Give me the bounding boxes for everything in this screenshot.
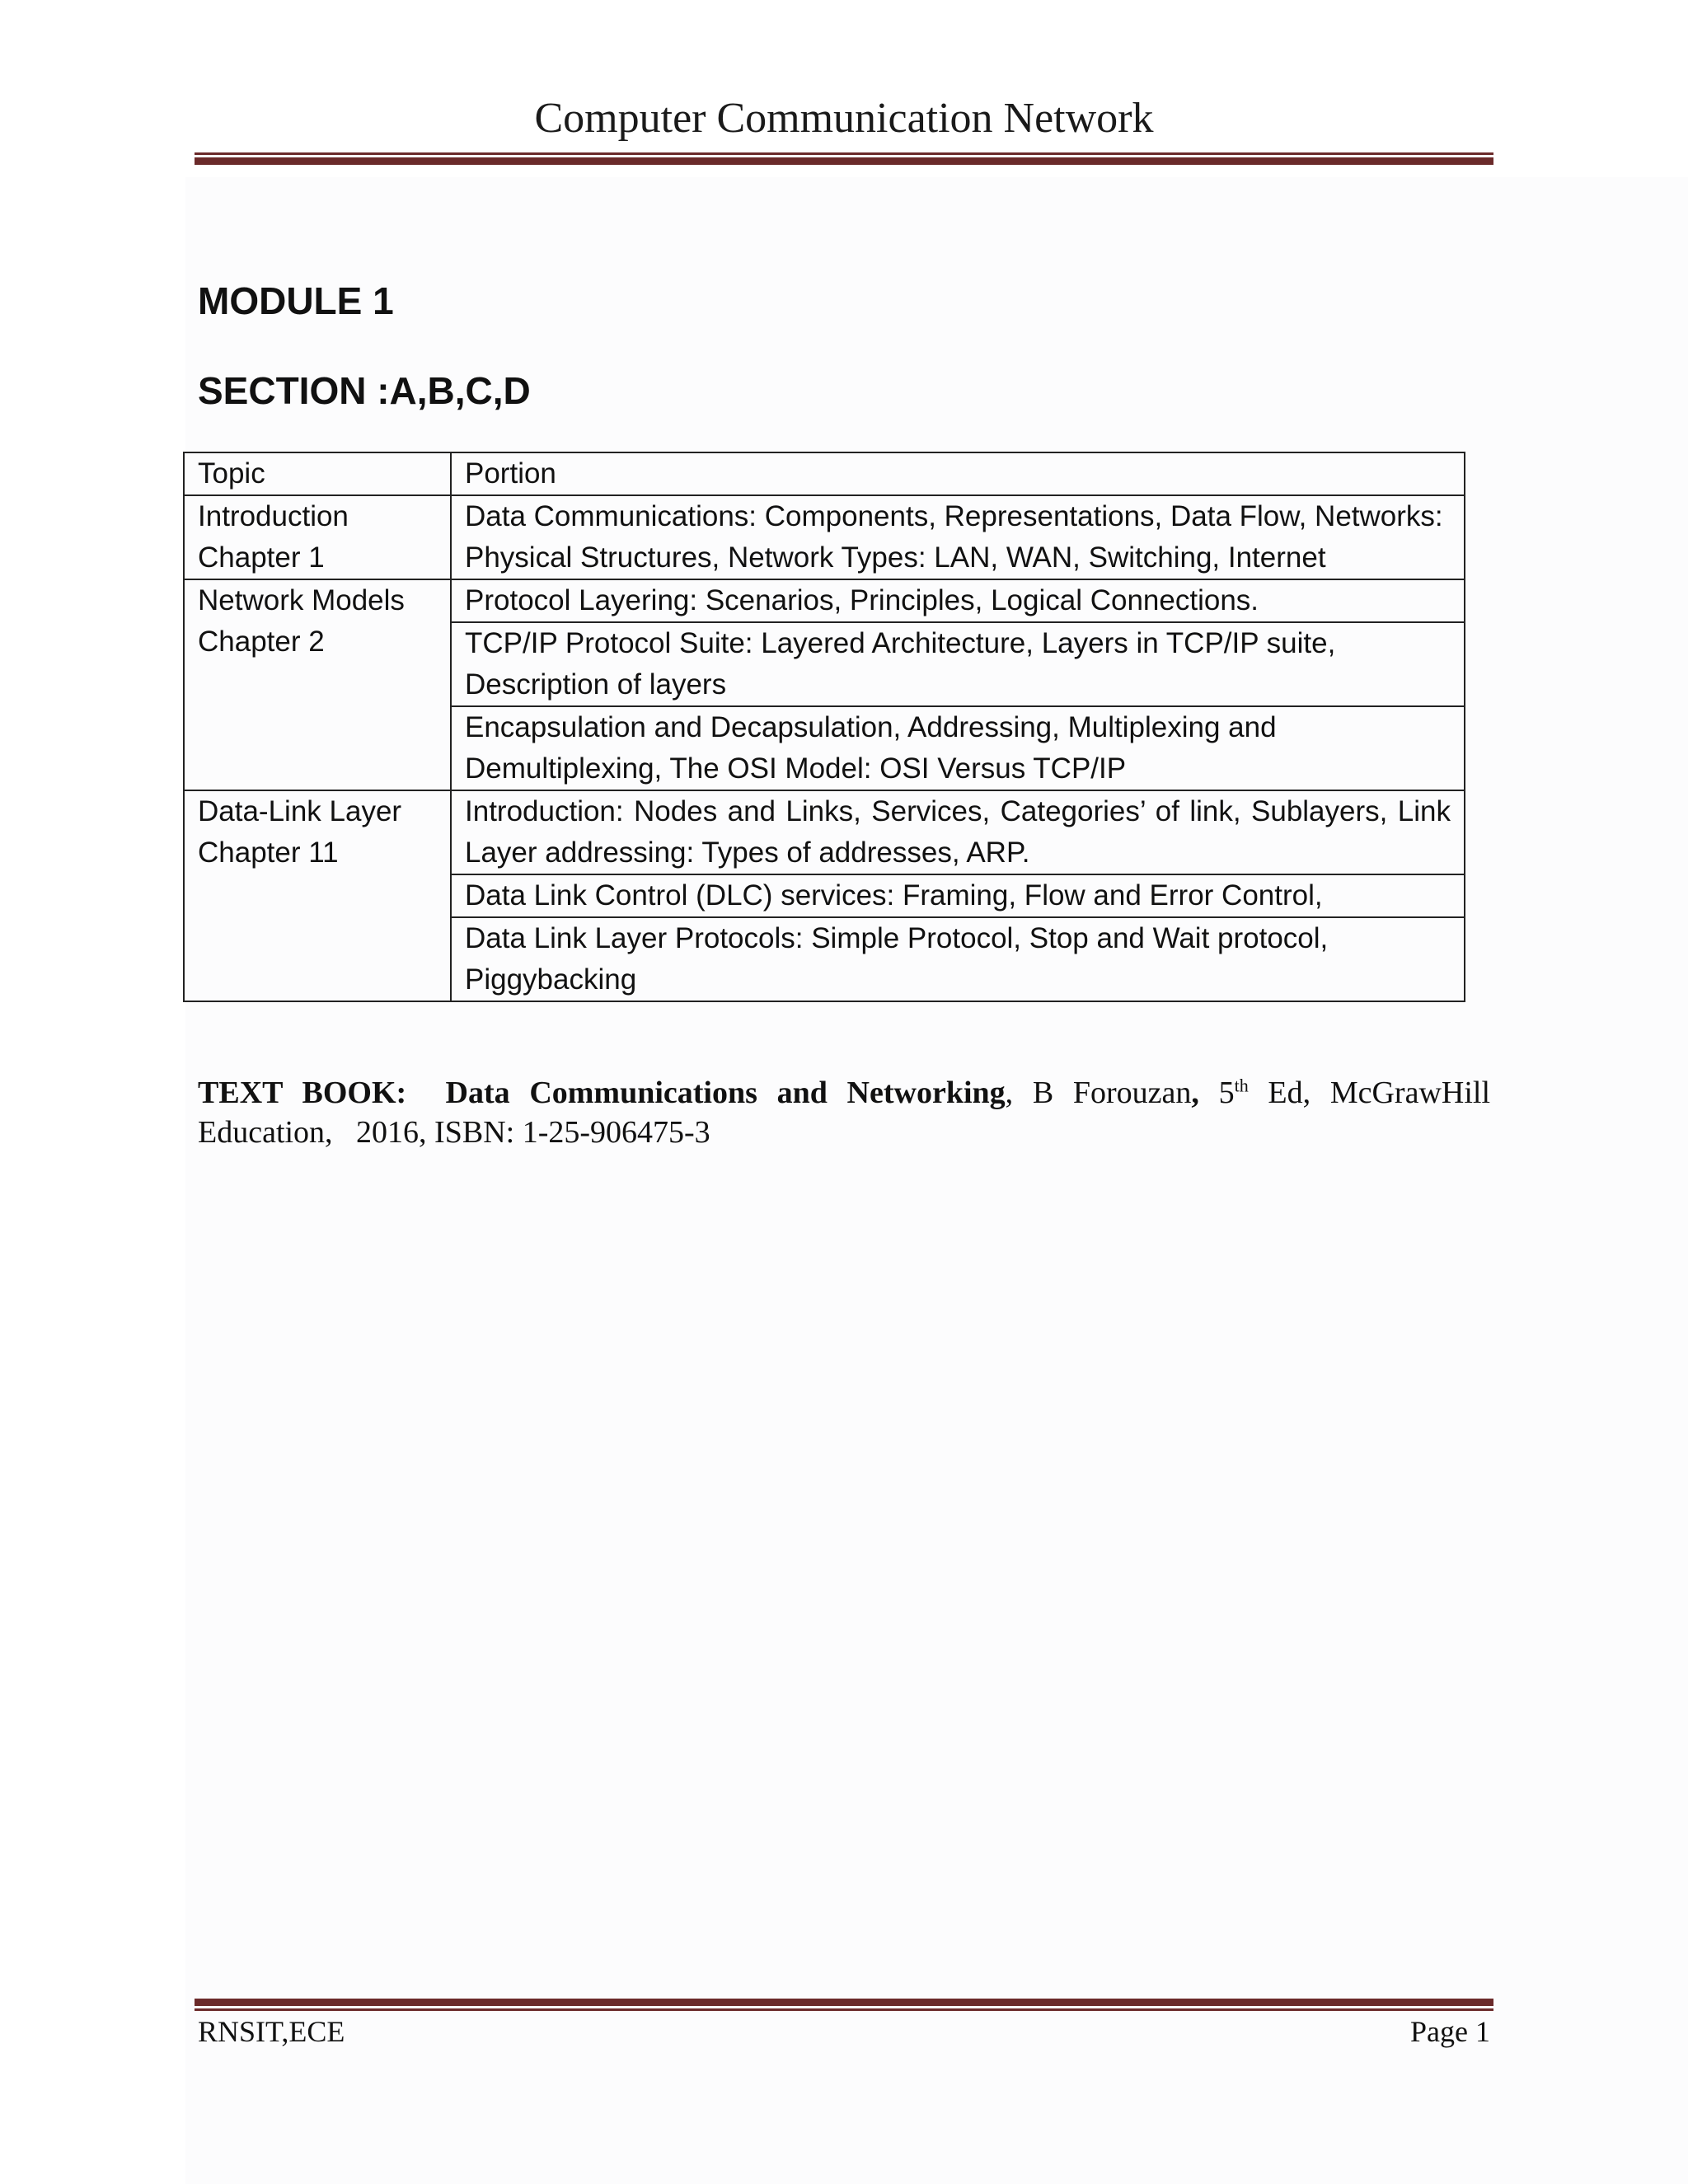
footer-rule-thick bbox=[195, 1999, 1493, 2006]
syllabus-table bbox=[183, 452, 1465, 1002]
topic-cell bbox=[184, 495, 451, 579]
table-row bbox=[184, 579, 1465, 622]
topic-chapter: Chapter 11 bbox=[198, 837, 339, 869]
textbook-publisher-details: Ed, McGrawHill Education, 2016, ISBN: 1-25-906475-3 bbox=[198, 1076, 1498, 1150]
section-heading: SECTION :A,B,C,D bbox=[198, 369, 531, 412]
topic-name: Data-Link Layer bbox=[198, 795, 402, 827]
topic-chapter: Chapter 1 bbox=[198, 541, 325, 574]
header-rule-thick bbox=[195, 157, 1493, 165]
portion-cell: Introduction: Nodes and Links, Services, Categories’ of link, Sublayers, Link Layer addressing: Types of addresses, ARP. bbox=[451, 790, 1465, 874]
topic-name: Introduction bbox=[198, 500, 349, 532]
table-row bbox=[184, 790, 1465, 874]
topic-name: Network Models bbox=[198, 584, 405, 616]
textbook-edition-suffix: th bbox=[1234, 1075, 1249, 1096]
portion-cell: TCP/IP Protocol Suite: Layered Architecture, Layers in TCP/IP suite, Description of layers bbox=[451, 622, 1465, 706]
portion-cell: Protocol Layering: Scenarios, Principles, Logical Connections. bbox=[451, 579, 1465, 622]
topic-cell bbox=[184, 579, 451, 790]
textbook-comma: , bbox=[1191, 1076, 1199, 1110]
topic-cell bbox=[184, 790, 451, 1001]
header-rule-thin bbox=[195, 152, 1493, 155]
footer-institution: RNSIT,ECE bbox=[198, 2015, 345, 2048]
textbook-edition-number: 5 bbox=[1198, 1076, 1235, 1110]
portion-cell: Data Communications: Components, Representations, Data Flow, Networks: Physical Structures, Network Types: LAN, WAN, Switching, Internet bbox=[451, 495, 1465, 579]
table-header-topic: Topic bbox=[184, 452, 451, 495]
portion-cell: Data Link Layer Protocols: Simple Protocol, Stop and Wait protocol, Piggybacking bbox=[451, 917, 1465, 1001]
portion-cell: Data Link Control (DLC) services: Framing, Flow and Error Control, bbox=[451, 874, 1465, 917]
module-heading: MODULE 1 bbox=[198, 279, 394, 322]
topic-chapter: Chapter 2 bbox=[198, 626, 325, 658]
textbook-author: , B Forouzan bbox=[1005, 1076, 1192, 1110]
running-header-title: Computer Communication Network bbox=[534, 95, 1154, 142]
page-number: Page 1 bbox=[1410, 2015, 1490, 2048]
textbook-reference bbox=[198, 1073, 1498, 1152]
textbook-title: Data Communications and Networking bbox=[445, 1076, 1006, 1110]
textbook-label: TEXT BOOK: bbox=[198, 1076, 407, 1110]
table-header-row bbox=[184, 452, 1465, 495]
table-header-portion: Portion bbox=[451, 452, 1465, 495]
footer-rule-thin bbox=[195, 2008, 1493, 2011]
table-row bbox=[184, 495, 1465, 579]
portion-cell: Encapsulation and Decapsulation, Addressing, Multiplexing and Demultiplexing, The OSI Model: OSI Versus TCP/IP bbox=[451, 706, 1465, 790]
